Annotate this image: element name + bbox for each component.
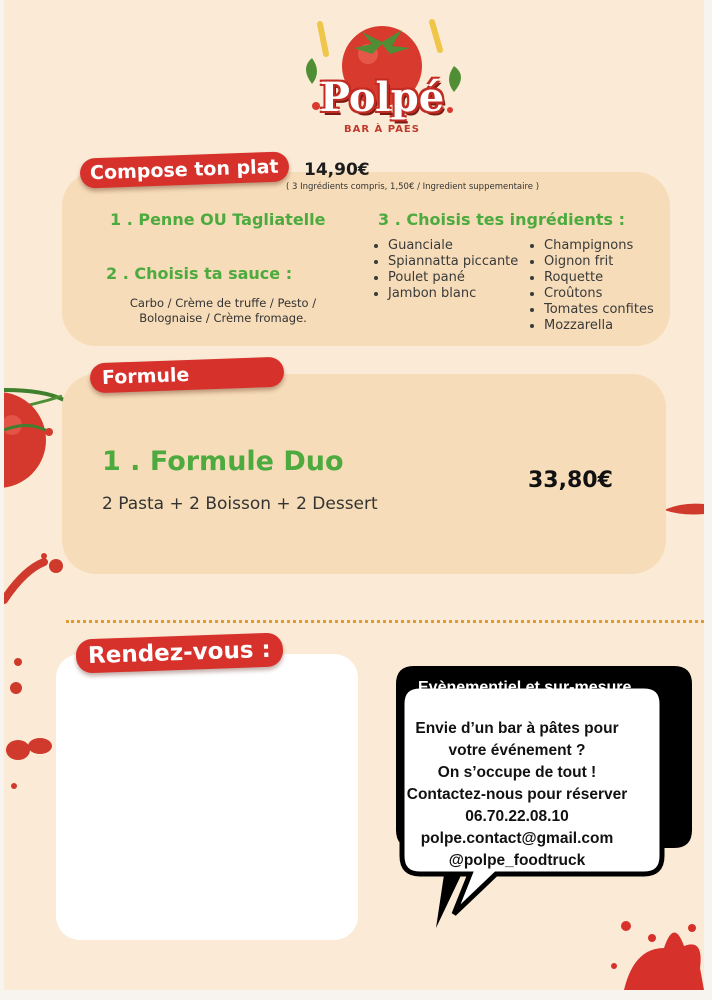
brand-logo — [292, 14, 472, 142]
event-email: polpe.contact@gmail.com — [420, 830, 614, 847]
rendezvous-box — [56, 654, 358, 940]
event-instagram: @polpe_foodtruck — [448, 852, 586, 869]
formule-price: 33,80€ — [528, 468, 613, 493]
formule-content: 2 Pasta + 2 Boisson + 2 Dessert — [102, 494, 378, 514]
ingredient-item: • Poulet pané — [388, 270, 518, 286]
event-text — [387, 718, 647, 872]
sauce-drip-right — [662, 498, 704, 522]
ingredients-list-left — [370, 238, 518, 302]
step-pasta: 1 . Penne OU Tagliatelle — [110, 210, 326, 229]
event-line: Contactez-nous pour réserver — [406, 786, 628, 803]
brand-subtitle: BAR À PAES — [344, 124, 420, 135]
event-title: Evènementiel et sur-mesure — [418, 679, 632, 696]
ingredient-item: • Champignons — [544, 238, 654, 254]
ingredient-item: • Mozzarella — [544, 318, 654, 334]
compose-note: ( 3 Ingrédients compris, 1,50€ / Ingredient suppementaire ) — [286, 182, 540, 192]
formule-name: 1 . Formule Duo — [102, 446, 344, 477]
compose-price: 14,90€ — [304, 160, 370, 180]
menu-page — [4, 0, 704, 990]
ingredient-item: • Guanciale — [388, 238, 518, 254]
ingredient-item: • Jambon blanc — [388, 286, 518, 302]
sauces-line-1: Carbo / Crème de truffe / Pesto / — [129, 296, 317, 310]
ingredient-item: • Tomates confites — [544, 302, 654, 318]
rendezvous-title: Rendez-vous : — [75, 632, 283, 673]
ingredient-item: • Roquette — [544, 270, 654, 286]
event-line: On s’occupe de tout ! — [437, 764, 597, 781]
ingredients-list-right — [526, 238, 654, 334]
sauces-line-2: Bolognaise / Crème fromage. — [139, 311, 307, 325]
dotted-divider — [66, 620, 704, 623]
ingredient-item: • Oignon frit — [544, 254, 654, 270]
event-line: votre événement ? — [448, 742, 586, 759]
step-sauce: 2 . Choisis ta sauce : — [106, 264, 293, 283]
formule-title: Formule — [90, 357, 285, 394]
sauce-splash-left — [4, 650, 64, 800]
event-line: Envie d’un bar à pâtes pour — [415, 720, 619, 737]
brand-name: Polpé — [319, 74, 445, 121]
event-phone: 06.70.22.08.10 — [465, 808, 569, 825]
ingredient-item: • Croûtons — [544, 286, 654, 302]
step-ingredients: 3 . Choisis tes ingrédients : — [378, 210, 626, 229]
compose-title: Compose ton plat — [80, 151, 289, 188]
ingredient-item: • Spiannatta piccante — [388, 254, 518, 270]
